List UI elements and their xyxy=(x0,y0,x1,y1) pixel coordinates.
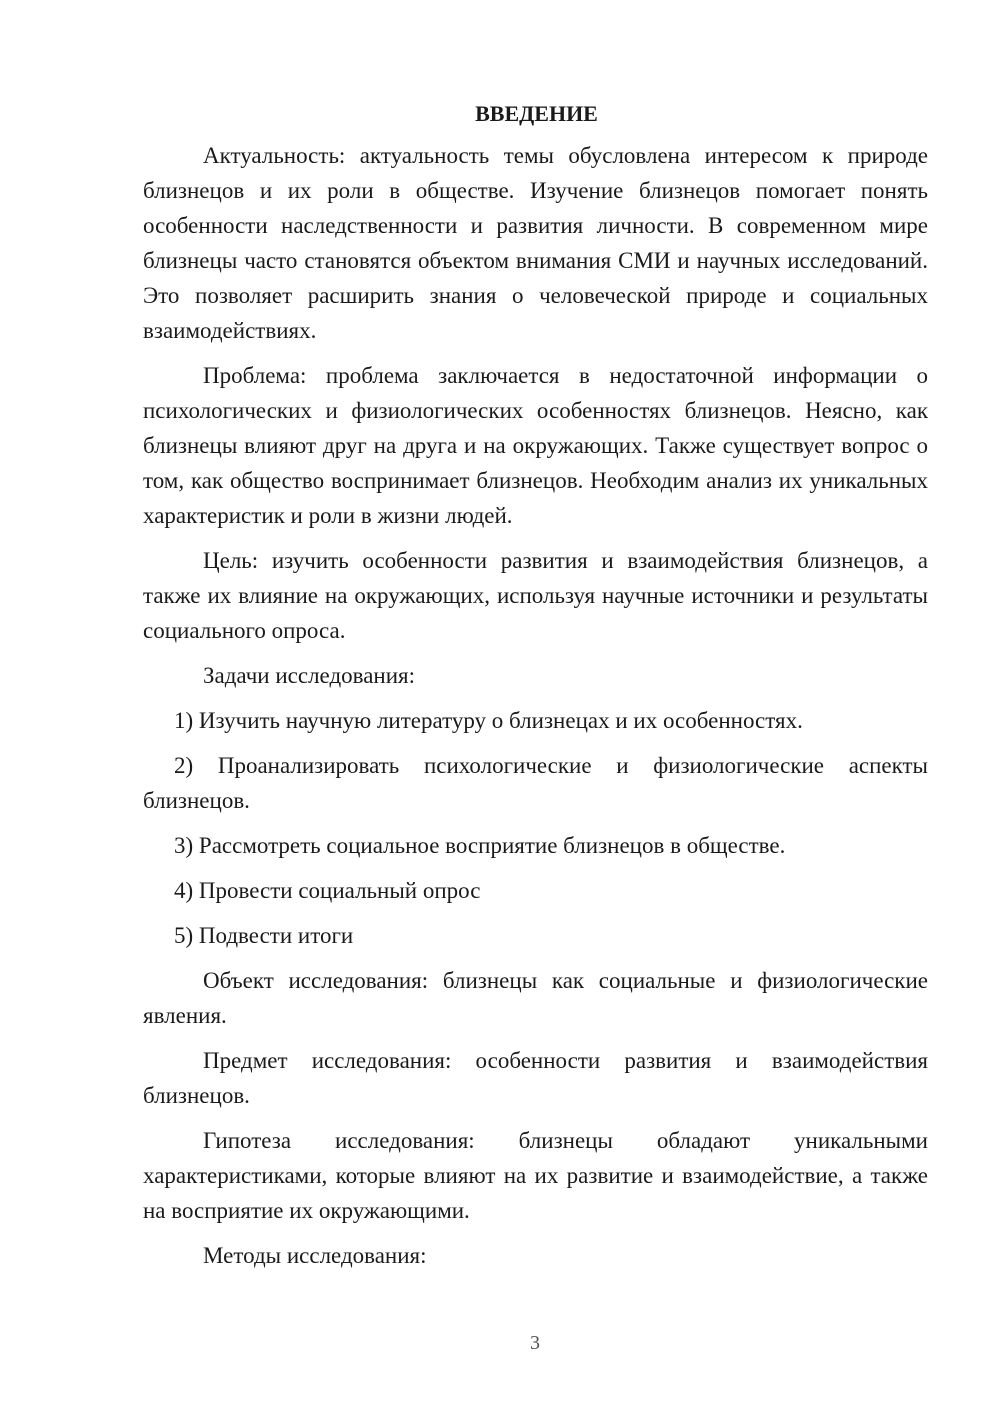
page-content xyxy=(143,96,928,1283)
page-number: 3 xyxy=(530,1332,540,1354)
task-item-5: 5) Подвести итоги xyxy=(174,923,354,948)
task-item-2: 2) Проанализировать психологические и физиологические аспекты близнецов. xyxy=(143,753,928,813)
section-heading: ВВЕДЕНИЕ xyxy=(475,101,598,126)
subject-paragraph: Предмет исследования: особенности развития и взаимодействия близнецов. xyxy=(143,1048,928,1108)
tasks-title: Задачи исследования: xyxy=(203,663,416,688)
problem-paragraph: Проблема: проблема заключается в недостаточной информации о психологических и физиологических особенностях близнецов. Неясно, как близнецы влияют друг на друга и на окружающих. Также существует вопрос о том, как общество воспринимает близнецов. Необходим анализ их уникальных характеристик и роли в жизни людей. xyxy=(143,363,928,528)
methods-title: Методы исследования: xyxy=(203,1243,427,1268)
task-item-1: 1) Изучить научную литературу о близнецах и их особенностях. xyxy=(174,708,803,733)
relevance-paragraph: Актуальность: актуальность темы обусловлена интересом к природе близнецов и их роли в обществе. Изучение близнецов помогает понять особенности наследственности и развития личности. В современном мире близнецы часто становятся объектом внимания СМИ и научных исследований. Это позволяет расширить знания о человеческой природе и социальных взаимодействиях. xyxy=(143,143,928,343)
object-paragraph: Объект исследования: близнецы как социальные и физиологические явления. xyxy=(143,968,928,1028)
task-item-4: 4) Провести социальный опрос xyxy=(174,878,481,903)
hypothesis-paragraph: Гипотеза исследования: близнецы обладают уникальными характеристиками, которые влияют на их развитие и взаимодействие, а также на восприятие их окружающими. xyxy=(143,1128,928,1223)
task-item-3: 3) Рассмотреть социальное восприятие близнецов в обществе. xyxy=(174,833,786,858)
goal-paragraph: Цель: изучить особенности развития и взаимодействия близнецов, а также их влияние на окружающих, используя научные источники и результаты социального опроса. xyxy=(143,548,928,643)
